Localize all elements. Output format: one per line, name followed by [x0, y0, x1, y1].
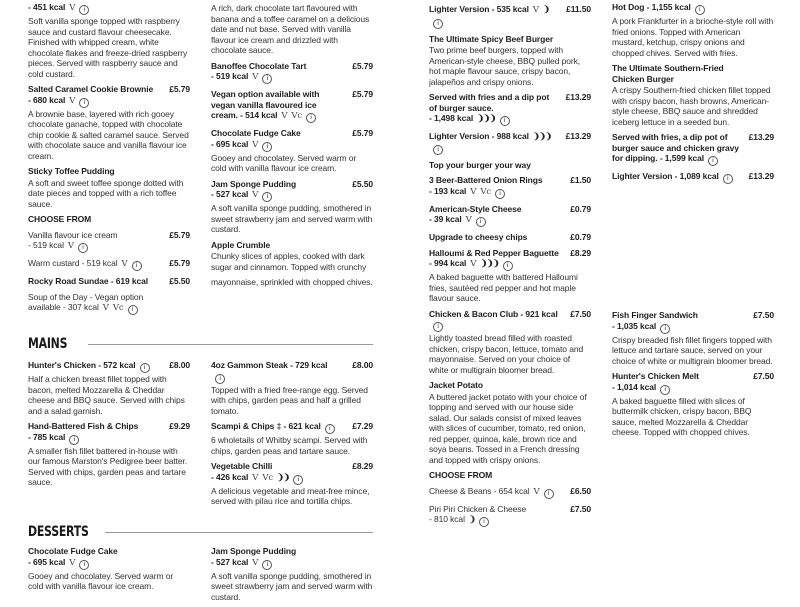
- item-name: Salted Caramel Cookie Brownie: [28, 84, 154, 94]
- menu-item: [429, 204, 591, 228]
- menu-item: [28, 2, 190, 79]
- menu-item: [429, 470, 591, 481]
- menu-item: [429, 160, 591, 171]
- item-description: Soft vanilla sponge topped with raspberry sauce and custard flavour cheesecake. Finished with whipped cream, white chocolate flakes and freeze-dried raspberry pieces. Served with raspberry sauce and cold custard.: [28, 16, 188, 79]
- item-description: A soft and sweet toffee sponge dotted with date pieces and topped with a rich toffee sauce.: [28, 177, 184, 209]
- item-header: [429, 175, 591, 199]
- item-calories: - 1,155 kcal: [646, 2, 691, 12]
- info-icon: i: [215, 374, 225, 384]
- item-header: [211, 546, 373, 570]
- item-header: [211, 179, 373, 203]
- item-price: £5.79: [169, 84, 190, 94]
- item-calories: - 1,599 kcal: [659, 153, 704, 163]
- menu-item: [211, 128, 373, 174]
- info-icon: i: [262, 560, 272, 570]
- menu-item: [612, 171, 774, 184]
- info-icon: i: [495, 189, 505, 199]
- menu-item: [211, 3, 373, 56]
- info-icon: i: [476, 217, 486, 227]
- menu-item: [429, 486, 591, 499]
- item-description: Gooey and chocolatey. Served warm or cold with vanilla flavour ice cream.: [28, 570, 174, 591]
- item-calories: - 680 kcal: [28, 94, 66, 105]
- item-header: [211, 89, 373, 123]
- vegetarian-icon: V: [252, 472, 259, 483]
- menu-item: [28, 84, 190, 161]
- item-header: [429, 486, 591, 499]
- info-icon: i: [132, 261, 142, 271]
- section-heading-mains: MAINS: [28, 336, 68, 352]
- item-calories: - 654 kcal: [493, 485, 530, 496]
- chili-icon: ❩❩❩: [480, 258, 499, 268]
- item-header: [28, 2, 190, 15]
- menu-group: [612, 310, 774, 443]
- item-header: [612, 2, 774, 15]
- item-header: [429, 204, 591, 228]
- vegetarian-icon: V: [532, 5, 539, 15]
- info-icon: i: [660, 324, 670, 334]
- vegetarian-icon: V: [252, 190, 259, 200]
- item-name: Served with fries, a dip pot of burger sauce and chicken gravy for dipping.: [612, 132, 739, 163]
- subheading: Top your burger your way: [429, 159, 531, 170]
- menu-item: [612, 63, 774, 127]
- menu-item: [211, 89, 373, 123]
- item-name: Apple Crumble: [211, 239, 271, 250]
- item-calories: - 519 kcal: [211, 71, 249, 81]
- info-icon: i: [262, 142, 272, 152]
- vegan-icon: Vc: [112, 303, 124, 313]
- menu-item: [429, 380, 591, 465]
- item-name: Hunter's Chicken Melt: [612, 371, 699, 381]
- menu-group: [429, 4, 591, 532]
- info-icon: i: [433, 145, 443, 155]
- item-calories: - 785 kcal: [28, 431, 66, 442]
- item-price: £5.79: [169, 229, 190, 240]
- menu-group: [28, 360, 190, 493]
- item-description: A baked baguette with battered Halloumi fries, sautéed red pepper and hot maple flavour sauce.: [429, 272, 578, 303]
- item-price: £5.79: [169, 258, 190, 268]
- item-price: £8.29: [570, 247, 591, 258]
- item-header: [211, 61, 373, 85]
- item-calories: - 39 kcal: [429, 214, 462, 224]
- item-description: Half a chicken breast fillet topped with bacon, melted Mozzarella & Cheddar cheese and BBQ sauce. Served with chips and a salad garnish.: [28, 374, 185, 416]
- item-calories: - 514 kcal: [240, 110, 278, 120]
- info-icon: i: [544, 489, 554, 499]
- item-name: Hunter's Chicken: [28, 360, 96, 370]
- item-calories: - 695 kcal: [211, 138, 249, 149]
- item-calories: - 1,014 kcal: [612, 381, 657, 392]
- item-description: mayonnaise, sprinkled with chopped chives.: [211, 277, 373, 287]
- item-price: £13.29: [748, 171, 774, 181]
- menu-item: [429, 309, 591, 376]
- item-header: [429, 504, 591, 528]
- subheading: CHOOSE FROM: [28, 214, 92, 224]
- item-price: £13.29: [565, 131, 591, 141]
- item-description: A delicious vegetable and meat-free mince, served with pilau rice and tortilla chips.: [211, 485, 370, 506]
- item-calories: - 535 kcal: [491, 4, 529, 14]
- item-price: £5.79: [352, 89, 373, 99]
- info-icon: i: [140, 363, 150, 373]
- item-description: Lightly toasted bread filled with roasted chicken, crispy bacon, lettuce, tomato and mayonnaise. Served on your choice of white or multigrain bloomer bread.: [429, 333, 584, 375]
- section-divider: [88, 344, 373, 345]
- info-icon: i: [262, 192, 272, 202]
- item-price: £7.50: [753, 371, 774, 381]
- item-calories: - 988 kcal: [491, 131, 529, 141]
- item-header: [28, 292, 190, 316]
- menu-item: [28, 546, 190, 592]
- item-header: [211, 461, 373, 485]
- item-header: [429, 248, 591, 272]
- menu-item: [612, 132, 774, 166]
- item-description: A crispy Southern-fried chicken fillet topped with crispy bacon, hash browns, American-style cheese, BBQ sauce and shredded iceberg lettuce in a seeded bun.: [612, 85, 771, 127]
- item-name: Cheese & Beans: [429, 485, 492, 496]
- item-price: £8.00: [169, 360, 190, 370]
- chili-icon: ❩❩: [277, 471, 290, 482]
- item-header: [612, 310, 774, 334]
- item-calories: - 810 kcal: [429, 514, 465, 524]
- item-description: A pork Frankfurter in a brioche-style roll with fried onions. Topped with American mustard, ketchup, crispy onions and chopped chives. Served with fries.: [612, 16, 774, 58]
- section-heading-desserts: DESSERTS: [28, 524, 89, 540]
- info-icon: i: [293, 475, 303, 485]
- menu-item: [211, 179, 373, 235]
- vegan-icon: Vc: [291, 111, 303, 121]
- item-header: [429, 131, 591, 155]
- chili-icon: ❩: [468, 514, 475, 524]
- item-description: 6 wholetails of Whitby scampi. Served with chips, garden peas and tartare sauce.: [211, 435, 368, 456]
- vegetarian-icon: V: [69, 3, 76, 13]
- item-calories: - 527 kcal: [211, 556, 249, 567]
- menu-column-1: [28, 0, 190, 600]
- chili-icon: ❩❩❩: [477, 113, 496, 123]
- menu-group: [211, 2, 373, 293]
- item-name: The Ultimate Southern-Fried Chicken Burger: [612, 63, 724, 84]
- menu-item: [28, 276, 190, 287]
- item-price: £13.29: [748, 132, 774, 142]
- menu-item: [28, 360, 190, 416]
- menu-group: [28, 2, 190, 320]
- item-price: £5.50: [352, 178, 373, 189]
- vegetarian-icon: V: [121, 259, 128, 269]
- item-header: [28, 276, 190, 287]
- item-calories: - 619 kcal: [110, 276, 149, 286]
- info-icon: i: [500, 116, 510, 126]
- item-name: Fish Finger Sandwich: [612, 310, 698, 320]
- menu-group: [211, 360, 373, 512]
- item-header: [28, 166, 190, 177]
- menu-item: [429, 34, 591, 88]
- section-divider: [105, 532, 373, 533]
- item-name: Served with fries and a dip pot of burger sauce.: [429, 92, 550, 113]
- item-header: [429, 309, 591, 333]
- info-icon: i: [325, 424, 335, 434]
- item-name: Jacket Potato: [429, 380, 483, 390]
- vegetarian-icon: V: [281, 111, 288, 121]
- info-icon: i: [79, 5, 89, 15]
- item-calories: - 729 kcal: [290, 360, 328, 370]
- item-header: [429, 380, 591, 391]
- vegetarian-icon: V: [69, 95, 76, 106]
- item-description: Crispy breaded fish fillet fingers topped with lettuce and tartare sauce, served on your choice of white or multigrain bloomer bread.: [612, 334, 773, 366]
- vegetarian-icon: V: [252, 557, 259, 568]
- item-price: £0.79: [570, 203, 591, 214]
- item-calories: - 921 kcal: [520, 308, 558, 319]
- info-icon: i: [695, 5, 705, 15]
- menu-group: [28, 546, 190, 597]
- item-name: Jam Sponge Pudding: [211, 546, 297, 556]
- item-name: Hot Dog: [612, 2, 645, 12]
- menu-item: [612, 310, 774, 366]
- menu-group: [211, 546, 373, 607]
- vegetarian-icon: V: [102, 303, 109, 313]
- menu-item: [429, 504, 591, 528]
- item-name: Banoffee Chocolate Tart: [211, 60, 307, 71]
- item-price: £5.79: [352, 128, 373, 138]
- item-header: [28, 360, 190, 373]
- item-description: A soft vanilla sponge pudding, smothered in sweet strawberry jam and served warm with custard.: [211, 570, 373, 602]
- item-description: A rich, dark chocolate tart flavoured with banana and a toffee caramel on a delicious date and nut base. Served with vanilla flavour ice cream and drizzled with chocolate sauce.: [211, 3, 370, 55]
- item-price: £1.50: [570, 175, 591, 185]
- item-name: Lighter Version: [612, 171, 673, 181]
- vegetarian-icon: V: [252, 72, 259, 82]
- vegetarian-icon: V: [465, 215, 472, 225]
- item-calories: - 193 kcal: [429, 185, 467, 196]
- item-name: Lighter Version: [429, 131, 490, 141]
- menu-item: [28, 292, 190, 316]
- item-header: [429, 92, 591, 126]
- item-description: A buttered jacket potato with your choice of topping and served with our house side salad. Our salads consist of mixed leaves with slices of cucumber, tomato, red onion, red pepper, quinoa, kale, brown rice and soya beans. Tossed in a French dressing and topped with crispy onions.: [429, 391, 587, 465]
- menu-item: [28, 214, 190, 225]
- menu-item: [211, 61, 373, 85]
- menu-item: [28, 421, 190, 488]
- menu-item: [612, 371, 774, 438]
- item-calories: - 426 kcal: [211, 471, 249, 482]
- item-price: £0.79: [570, 232, 591, 242]
- menu-item: [211, 240, 373, 273]
- item-header: [211, 128, 373, 152]
- item-header: [429, 232, 591, 243]
- item-description: Gooey and chocolatey. Served warm or cold with vanilla flavour ice cream.: [211, 152, 357, 173]
- menu-item: [429, 131, 591, 155]
- item-price: £7.50: [753, 310, 774, 320]
- vegetarian-icon: V: [470, 186, 477, 197]
- item-calories: - 527 kcal: [211, 189, 249, 199]
- menu-item: [211, 461, 373, 507]
- item-price: £5.50: [169, 276, 190, 286]
- item-name: Vanilla flavour ice cream: [28, 229, 118, 240]
- item-price: £8.29: [352, 461, 373, 471]
- menu-column-2: [211, 0, 373, 600]
- item-calories: - 572 kcal: [98, 360, 136, 370]
- item-price: £9.29: [169, 421, 190, 431]
- chili-icon: ❩: [542, 4, 550, 14]
- item-header: [28, 84, 190, 108]
- vegetarian-icon: V: [533, 486, 540, 497]
- menu-item: [429, 92, 591, 126]
- vegetarian-icon: V: [67, 241, 74, 251]
- info-icon: i: [78, 243, 88, 253]
- item-name: Chocolate Fudge Cake: [28, 546, 118, 556]
- item-description: Topped with a fried free-range egg. Served with chips, garden peas and half a grilled tomato.: [211, 384, 368, 416]
- item-header: [429, 34, 591, 45]
- item-header: [28, 258, 190, 271]
- info-icon: i: [79, 560, 89, 570]
- item-calories: - 994 kcal: [429, 258, 467, 268]
- menu-item: [211, 277, 373, 288]
- item-header: [211, 421, 373, 434]
- item-calories: - 519 kcal: [81, 258, 118, 268]
- info-icon: i: [262, 74, 272, 84]
- info-icon: i: [479, 517, 489, 527]
- item-name: Vegan option available with vegan vanilla flavoured ice cream.: [211, 89, 320, 120]
- item-calories: - 451 kcal: [28, 2, 66, 12]
- item-price: £13.29: [565, 92, 591, 102]
- item-header: [612, 132, 774, 166]
- info-icon: i: [503, 261, 513, 271]
- item-header: [211, 240, 373, 251]
- item-calories: - 519 kcal: [28, 240, 64, 250]
- info-icon: i: [723, 174, 733, 184]
- item-name: Vegetable Chilli: [211, 461, 273, 471]
- item-header: [28, 230, 190, 254]
- menu-group: [612, 2, 774, 189]
- menu-item: [28, 258, 190, 271]
- item-calories: - 307 kcal: [62, 302, 99, 312]
- menu-item: [429, 4, 591, 29]
- item-price: £8.00: [352, 360, 373, 370]
- item-name: Chocolate Fudge Cake: [211, 128, 301, 138]
- item-header: [612, 171, 774, 184]
- item-name: Piri Piri Chicken & Cheese: [429, 503, 527, 514]
- item-price: £7.29: [352, 421, 373, 431]
- item-calories: - 1,089 kcal: [674, 171, 719, 181]
- info-icon: i: [128, 305, 138, 315]
- menu-item: [429, 248, 591, 304]
- menu-item: [211, 421, 373, 456]
- info-icon: i: [79, 98, 89, 108]
- item-name: Upgrade to cheesy chips: [429, 232, 528, 242]
- info-icon: i: [433, 19, 443, 29]
- subheading: CHOOSE FROM: [429, 470, 493, 480]
- item-name: Chicken & Bacon Club: [429, 308, 519, 319]
- item-price: £6.50: [570, 485, 591, 496]
- item-description: A brownie base, layered with rich gooey chocolate ganache, topped with chocolate chip cookie & salted caramel sauce. Served with chocolate sauce and vanilla flavour ice cream.: [28, 108, 189, 161]
- menu-item: [429, 232, 591, 243]
- item-name: 4oz Gammon Steak: [211, 360, 288, 370]
- item-calories: - 1,035 kcal: [612, 320, 657, 331]
- menu-item: [612, 2, 774, 58]
- menu-column-3: [429, 0, 591, 600]
- item-header: [612, 63, 774, 84]
- info-icon: i: [660, 385, 670, 395]
- menu-column-4: [612, 0, 774, 600]
- item-header: [28, 421, 190, 445]
- item-name: Hand-Battered Fish & Chips: [28, 421, 139, 431]
- menu-item: [211, 360, 373, 416]
- vegan-icon: Vc: [480, 186, 492, 197]
- item-description: A smaller fish fillet battered in-house with our famous Marston's Pedigree beer batter. Served with chips, garden peas and tartare sauce.: [28, 445, 188, 487]
- chili-icon: ❩❩❩: [532, 131, 552, 141]
- vegetarian-icon: V: [69, 557, 76, 568]
- item-header: [612, 371, 774, 395]
- item-name: Halloumi & Red Pepper Baguette: [429, 247, 559, 258]
- item-price: £7.50: [570, 503, 591, 514]
- item-name: Sticky Toffee Pudding: [28, 166, 115, 176]
- item-name: The Ultimate Spicy Beef Burger: [429, 33, 554, 44]
- item-price: £7.50: [570, 308, 591, 319]
- menu-item: [429, 175, 591, 199]
- info-icon: i: [306, 113, 316, 123]
- info-icon: i: [708, 156, 718, 166]
- item-price: £5.79: [352, 60, 373, 71]
- item-calories: - 1,498 kcal: [429, 113, 474, 123]
- item-calories: - 621 kcal: [283, 421, 321, 431]
- item-header: [211, 360, 373, 384]
- item-name: Soup of the Day - Vegan option available: [28, 291, 144, 312]
- item-calories: - 695 kcal: [28, 556, 66, 567]
- item-price: £11.50: [566, 4, 591, 14]
- item-header: [429, 4, 591, 29]
- menu-item: [28, 230, 190, 254]
- item-description: A baked baguette filled with slices of buttermilk chicken, crispy bacon, BBQ sauce, melted Mozzarella & Cheddar cheese. Topped with chopped chives.: [612, 395, 752, 437]
- item-description: A soft vanilla sponge pudding, smothered in sweet strawberry jam and served warm with custard.: [211, 203, 373, 234]
- item-name: 3 Beer-Battered Onion Rings: [429, 175, 543, 185]
- vegan-icon: Vc: [262, 472, 274, 483]
- item-name: Warm custard: [28, 258, 80, 268]
- menu-item: [28, 166, 190, 209]
- item-name: Lighter Version: [429, 4, 490, 14]
- info-icon: i: [433, 322, 443, 332]
- item-description: Chunky slices of apples, cooked with dark sugar and cinnamon. Topped with crunchy: [211, 251, 367, 272]
- item-name: American-Style Cheese: [429, 203, 522, 214]
- info-icon: i: [69, 435, 79, 445]
- menu-item: [211, 546, 373, 602]
- vegetarian-icon: V: [470, 259, 477, 269]
- item-name: Jam Sponge Pudding: [211, 178, 297, 189]
- item-header: [28, 546, 190, 570]
- vegetarian-icon: V: [252, 139, 259, 150]
- item-name: Rocky Road Sundae: [28, 276, 109, 286]
- item-description: Two prime beef burgers, topped with American-style cheese, BBQ pulled pork, hot maple flavour sauce, crispy bacon, jalapeños and crispy onions.: [429, 45, 581, 87]
- item-name: Scampi & Chips ‡: [211, 421, 282, 431]
